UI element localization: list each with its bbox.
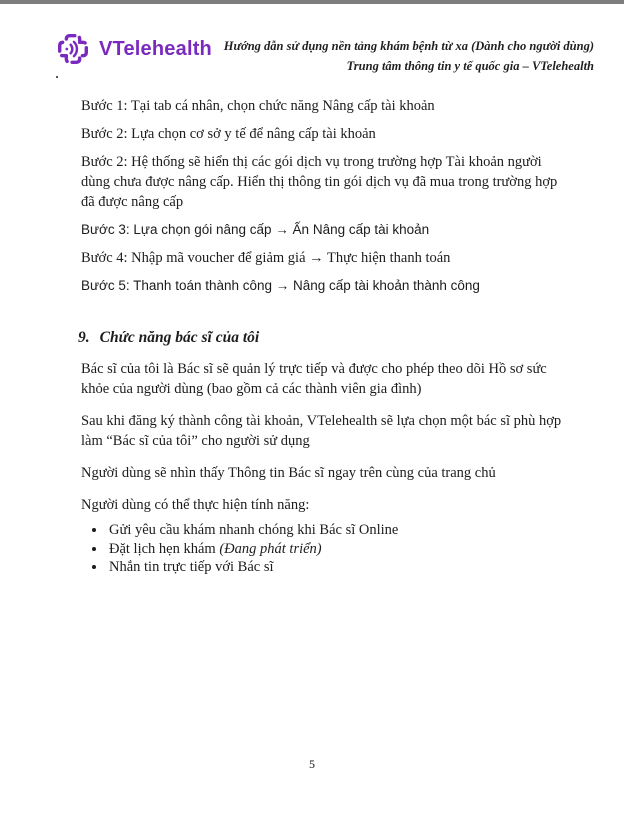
step-3: Bước 3: Lựa chọn gói nâng cấp → Ấn Nâng cấp tài khoản — [81, 222, 430, 237]
header-running-title — [224, 36, 594, 76]
telehealth-cross-signal-icon — [54, 30, 92, 68]
paragraph-doctor-assignment: Sau khi đăng ký thành công tài khoản, VTelehealth sẽ lựa chọn một bác sĩ phù hợp làm “Bác sĩ của tôi” cho người sử dụng — [81, 413, 562, 449]
paragraph-features-intro: Người dùng có thể thực hiện tính năng: — [81, 497, 310, 513]
step-2b: Bước 2: Hệ thống sẽ hiển thị các gói dịch vụ trong trường hợp Tài khoản người dùng chưa được nâng cấp. Hiển thị thông tin gói dịch vụ đã mua trong trường hợp đã được nâng cấp — [81, 154, 558, 210]
step-5: Bước 5: Thanh toán thành công → Nâng cấp tài khoản thành công — [81, 278, 480, 293]
step-2: Bước 2: Lựa chọn cơ sở y tế để nâng cấp tài khoản — [81, 126, 376, 142]
vtelehealth-logo — [54, 30, 212, 68]
header-line-1: Hướng dẫn sử dụng nền tảng khám bệnh từ xa (Dành cho người dùng) — [223, 39, 594, 53]
section-number: 9. — [78, 329, 90, 346]
step-4: Bước 4: Nhập mã voucher để giảm giá → Thực hiện thanh toán — [81, 250, 451, 266]
list-item: • Gửi yêu cầu khám nhanh chóng khi Bác sĩ Online — [107, 521, 566, 540]
paragraph-doctor-info-home: Người dùng sẽ nhìn thấy Thông tin Bác sĩ ngay trên cùng của trang chủ — [81, 465, 496, 481]
feature-list — [81, 521, 566, 577]
stray-mark — [56, 76, 58, 78]
list-item: • Nhắn tin trực tiếp với Bác sĩ — [107, 558, 566, 577]
list-item: • Đặt lịch hẹn khám (Đang phát triển) — [107, 540, 566, 559]
section-heading — [78, 329, 566, 347]
document-body — [0, 76, 624, 577]
page-top-edge — [0, 0, 624, 4]
header-line-2: Trung tâm thông tin y tế quốc gia – VTelehealth — [346, 59, 594, 73]
brand-wordmark: VTelehealth — [99, 37, 212, 60]
page-number: 5 — [309, 757, 315, 771]
step-1: Bước 1: Tại tab cá nhân, chọn chức năng Nâng cấp tài khoản — [81, 98, 435, 114]
page-header — [0, 0, 624, 76]
paragraph-my-doctor-definition: Bác sĩ của tôi là Bác sĩ sẽ quản lý trực tiếp và được cho phép theo dõi Hồ sơ sức khỏe của người dùng (bao gồm cả các thành viên gia đình) — [81, 361, 547, 397]
section-title: Chức năng bác sĩ của tôi — [99, 329, 260, 346]
